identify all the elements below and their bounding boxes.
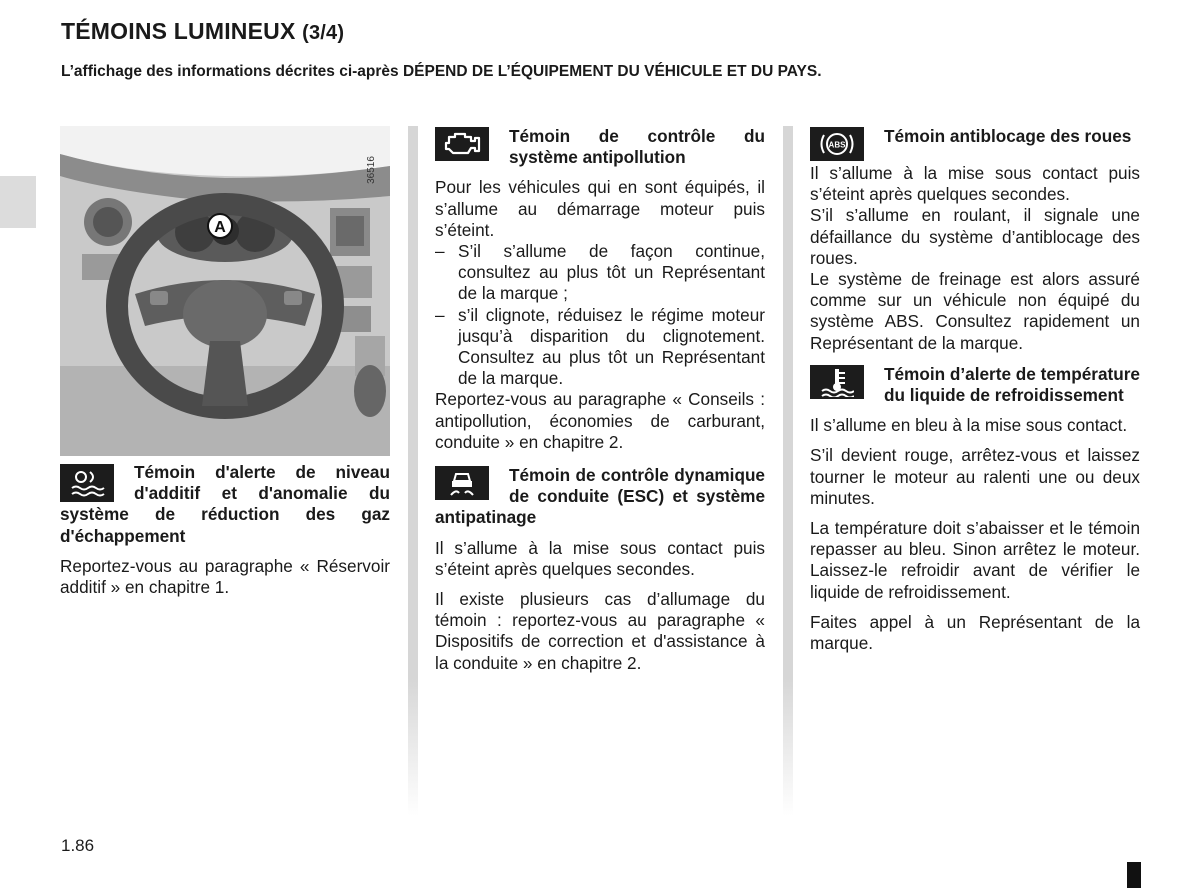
list-item: – S’il s’allume de façon continue, consultez au plus tôt un Représentant de la marque ; [435, 241, 765, 304]
chapter-tab [0, 176, 36, 228]
list-dash: – [435, 241, 445, 262]
column-3 [810, 126, 1140, 654]
abs-heading: ABS Témoin antiblocage des roues [810, 126, 1140, 163]
figure-reference: 36516 [366, 156, 377, 184]
column-divider-2 [783, 126, 793, 816]
page-corner-mark [1127, 862, 1141, 888]
antipollution-text-2: Reportez-vous au paragraphe « Conseils : antipollution, économies de carburant, conduite » en chapitre 2. [435, 389, 765, 452]
esc-text-1: Il s’allume à la mise sous contact puis s’éteint après quelques secondes. [435, 537, 765, 579]
antipollution-text-1: Pour les véhicules qui en sont équipés, il s’allume au démarrage moteur puis s’éteint. [435, 177, 765, 240]
list-dash: – [435, 304, 445, 325]
coolant-text-2: S’il devient rouge, arrêtez-vous et laissez tourner le moteur au ralenti une ou deux minutes. [810, 445, 1140, 508]
coolant-heading: Témoin d’alerte de température du liquide de refroidissement [810, 364, 1140, 406]
additive-warning-text: Reportez-vous au paragraphe « Réservoir additif » en chapitre 1. [60, 555, 390, 598]
esc-heading: Témoin de contrôle dynamique de conduite (ESC) et système antipatinage [435, 465, 765, 528]
column-1 [60, 462, 390, 598]
abs-text-1: Il s’allume à la mise sous contact puis s’éteint après quelques secondes. [810, 163, 1140, 205]
abs-icon-text: ABS [828, 140, 846, 150]
coolant-text-4: Faites appel à un Représentant de la marque. [810, 611, 1140, 654]
page-number: 1.86 [61, 836, 95, 855]
list-item: – s’il clignote, réduisez le régime moteur jusqu’à disparition du clignotement. Consultez au plus tôt un Représentant de la marque. [435, 304, 765, 389]
additive-warning-heading: Témoin d'alerte de niveau d'additif et d'anomalie du système de réduction des gaz d'échappement [60, 462, 390, 546]
engine-warning-icon [435, 127, 489, 161]
coolant-text-1: Il s’allume en bleu à la mise sous contact. [810, 415, 1128, 436]
abs-text-2: S’il s’allume en roulant, il signale une défaillance du système d’antiblocage des roues. [810, 205, 1140, 268]
esc-warning-icon [435, 466, 489, 500]
esc-text-2: Il existe plusieurs cas d’allumage du témoin : reportez-vous au paragraphe « Dispositifs de correction et d'assistance à la conduite » en chapitre 2. [435, 589, 765, 673]
callout-a-label: A [214, 219, 226, 236]
antipollution-heading: Témoin de contrôle du système antipollution [435, 126, 765, 168]
column-2 [435, 126, 765, 674]
column-divider-1 [408, 126, 418, 816]
abs-warning-icon [810, 127, 864, 161]
page-title-main: TÉMOINS LUMINEUX [61, 18, 296, 44]
intro-text: L’affichage des informations décrites ci-après DÉPEND DE L’ÉQUIPEMENT DU VÉHICULE ET DU PAYS. [61, 63, 822, 80]
coolant-temperature-icon [810, 365, 864, 399]
page-title-sub: (3/4) [302, 22, 345, 44]
coolant-text-3: La température doit s’abaisser et le témoin repasser au bleu. Sinon arrêtez le moteur. Laissez-le refroidir avant de vérifier le liquide de refroidissement. [810, 518, 1140, 602]
additive-warning-icon [60, 464, 114, 502]
abs-text-3: Le système de freinage est alors assuré comme sur un véhicule non équipé du système ABS. Consultez rapidement un Représentant de la marque. [810, 269, 1140, 353]
page-title [61, 18, 344, 45]
dashboard-illustration [60, 126, 390, 456]
